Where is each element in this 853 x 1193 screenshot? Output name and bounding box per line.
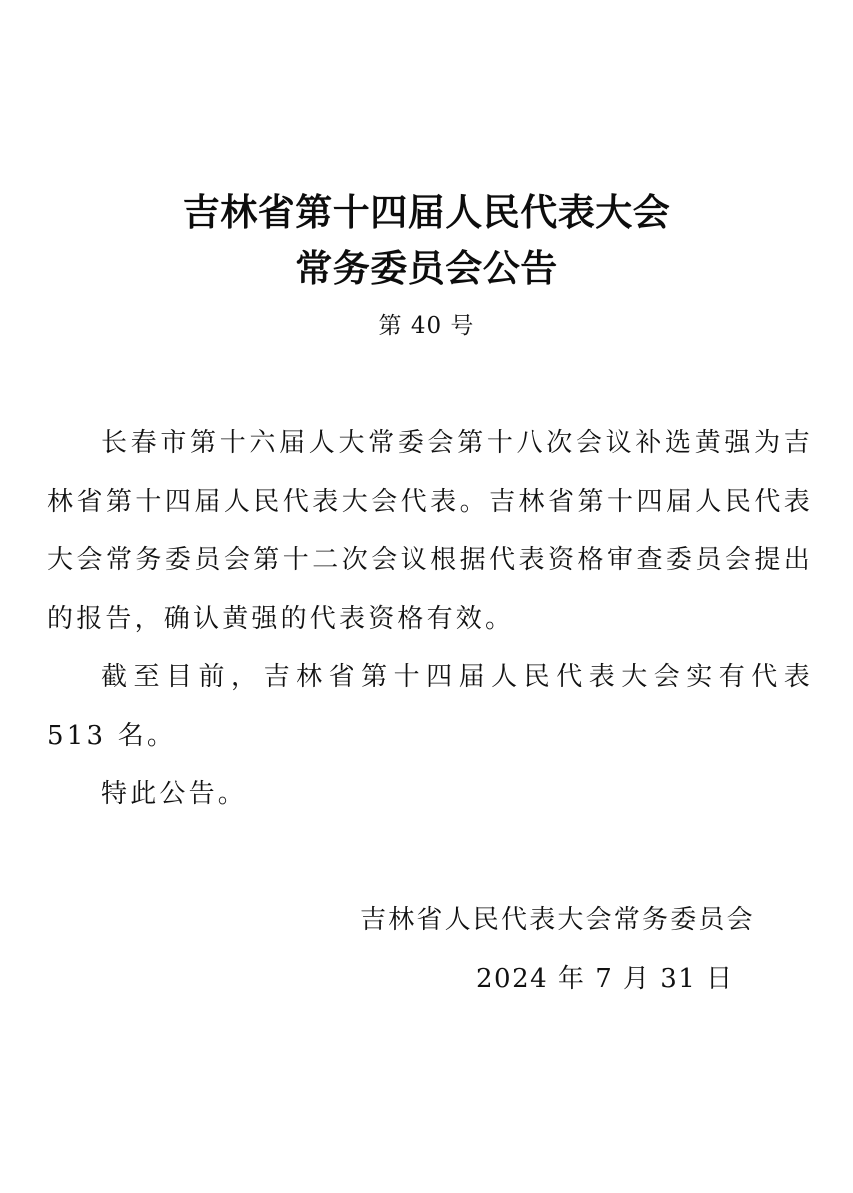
body-paragraph-1: 长春市第十六届人大常委会第十八次会议补选黄强为吉林省第十四届人民代表大会代表。吉林省第十四届人民代表大会常务委员会第十二次会议根据代表资格审查委员会提出的报告，确认黄强的代表资格有效。 <box>47 428 813 634</box>
title-line-2: 常务委员会公告 <box>295 247 558 290</box>
issue-date: 2024 年 7 月 31 日 <box>476 964 734 994</box>
announcement-body <box>47 414 813 824</box>
body-paragraph-3: 特此公告。 <box>101 779 248 809</box>
title-line-1: 吉林省第十四届人民代表大会 <box>182 191 671 234</box>
document-number: 第 40 号 <box>378 313 475 339</box>
issuer-signature: 吉林省人民代表大会常务委员会 <box>360 905 755 935</box>
body-paragraph-2: 截至目前，吉林省第十四届人民代表大会实有代表 513 名。 <box>47 662 813 751</box>
